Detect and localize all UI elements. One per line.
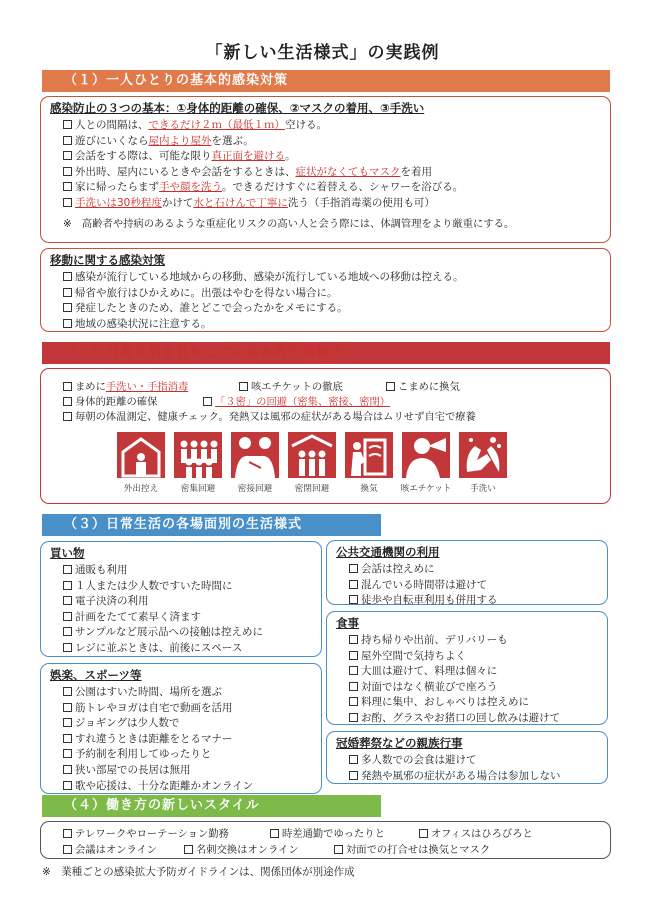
checkbox-icon (63, 319, 72, 328)
checkbox-icon (349, 564, 358, 573)
section-3-band: （３）日常生活の各場面別の生活様式 (42, 514, 381, 536)
leisure-box (40, 663, 322, 794)
section-4-band: （４）働き方の新しいスタイル (42, 795, 381, 817)
list-item: 会話をする際は、可能な限り真正面を避ける。 (41, 149, 610, 165)
list-item: 電子決済の利用 (41, 594, 321, 610)
checkbox-icon (349, 651, 358, 660)
ceremony-box (326, 731, 608, 784)
avoid-crowds-item: 密集回避 (172, 432, 224, 494)
list-item: 毎朝の体温測定、健康チェック。発熱又は風邪の症状がある場合はムリせず自宅で療養 (63, 408, 476, 423)
checkbox-icon (239, 382, 248, 391)
list-item: 対面ではなく横並びで座ろう (327, 680, 607, 696)
checkbox-icon (349, 755, 358, 764)
list-item: 発症したときのため、誰とどこで会ったかをメモにする。 (41, 301, 610, 317)
meals-heading: 食事 (336, 616, 359, 630)
list-item: 感染が流行している地域からの移動、感染が流行している地域への移動は控える。 (41, 270, 610, 286)
hand-washing-item: 手洗い (457, 432, 509, 494)
list-item: 「３密」の回避（密集、密接、密閉） (203, 393, 390, 408)
shopping-heading: 買い物 (50, 546, 85, 560)
shopping-box (40, 541, 322, 657)
avoid-close-contact-icon (231, 432, 279, 478)
checkbox-icon (63, 765, 72, 774)
list-item: 身体的距離の確保 (63, 393, 157, 408)
checkbox-icon (63, 687, 72, 696)
list-item: １人または少人数ですいた時間に (41, 579, 321, 595)
list-item: 徒歩や自転車利用も併用する (327, 593, 607, 609)
checkbox-icon (63, 182, 72, 191)
footnote: ※ 業種ごとの感染拡大予防ガイドラインは、関係団体が別途作成 (42, 866, 355, 878)
checkbox-icon (63, 303, 72, 312)
checkbox-icon (63, 718, 72, 727)
checkbox-icon (386, 382, 395, 391)
leisure-heading: 娯楽、スポーツ等 (50, 668, 142, 682)
checkbox-icon (63, 612, 72, 621)
list-item: 屋外空間で気持ちよく (327, 649, 607, 665)
checkbox-icon (63, 829, 72, 838)
checkbox-icon (63, 288, 72, 297)
high-risk-note: ※ 高齢者や持病のあるような重症化リスクの高い人と会う際には、体調管理をより厳重にする。 (63, 217, 515, 230)
list-item: すれ違うときは距離をとるマナー (41, 732, 321, 748)
list-item: 狭い部屋での長居は無用 (41, 763, 321, 779)
ventilation-icon (345, 432, 393, 478)
list-item: 計画をたてて素早く済ます (41, 610, 321, 626)
list-item: 多人数での会食は避けて (327, 753, 607, 769)
list-item: 対面での打合せは換気とマスク (334, 841, 490, 856)
checkbox-icon (63, 781, 72, 790)
work-style-box (40, 821, 611, 859)
checkbox-icon (419, 829, 428, 838)
list-item: 外出時、屋内にいるときや会話をするときは、症状がなくてもマスクを着用 (41, 165, 610, 181)
list-item: 通販も利用 (41, 563, 321, 579)
list-item: 予約制を利用してゆったりと (41, 747, 321, 763)
checkbox-icon (63, 151, 72, 160)
checkbox-icon (63, 272, 72, 281)
page-title: 「新しい生活様式」の実践例 (205, 43, 440, 63)
checkbox-icon (63, 596, 72, 605)
checkbox-icon (349, 771, 358, 780)
checkbox-icon (349, 682, 358, 691)
checkbox-icon (63, 167, 72, 176)
checkbox-icon (63, 643, 72, 652)
list-item: レジに並ぶときは、前後にスペース (41, 641, 321, 657)
list-item: 料理に集中、おしゃべりは控えめに (327, 695, 607, 711)
list-item: こまめに換気 (386, 378, 460, 393)
stay-home-item: 外出控え (115, 432, 167, 494)
list-item: 発熱や風邪の症状がある場合は参加しない (327, 769, 607, 785)
checkbox-icon (63, 136, 72, 145)
checkbox-icon (63, 703, 72, 712)
list-item: お酌、グラスやお猪口の回し飲みは避けて (327, 711, 607, 727)
checkbox-icon (349, 635, 358, 644)
checkbox-icon (349, 580, 358, 589)
list-item: 人との間隔は、できるだけ２ｍ（最低１ｍ）空ける。 (41, 118, 610, 134)
ceremony-heading: 冠婚葬祭などの親族行事 (336, 736, 463, 750)
list-item: オフィスはひろびろと (419, 825, 533, 840)
checkbox-icon (63, 581, 72, 590)
checkbox-icon (63, 397, 72, 406)
basic-measures-box (40, 96, 611, 243)
checkbox-icon (349, 713, 358, 722)
list-item: サンプルなど展示品への接触は控えめに (41, 625, 321, 641)
lifestyle-icons (115, 432, 515, 498)
avoid-close-contact-item: 密接回避 (229, 432, 281, 494)
movement-heading: 移動に関する感染対策 (50, 253, 165, 267)
list-item: テレワークやローテーション勤務 (63, 825, 229, 840)
checkbox-icon (349, 666, 358, 675)
list-item: まめに手洗い・手指消毒 (63, 378, 188, 393)
list-item: 遊びにいくなら屋内より屋外を選ぶ。 (41, 134, 610, 150)
list-item: 名刺交換はオンライン (184, 841, 299, 856)
checkbox-icon (184, 845, 193, 854)
list-item: 大皿は避けて、料理は個々に (327, 664, 607, 680)
checkbox-icon (63, 412, 72, 421)
checkbox-icon (63, 565, 72, 574)
transit-box (326, 540, 608, 605)
list-item: 混んでいる時間帯は避けて (327, 578, 607, 594)
checkbox-icon (63, 382, 72, 391)
list-item: 歌や応援は、十分な距離かオンライン (41, 779, 321, 795)
checkbox-icon (63, 734, 72, 743)
avoid-closed-space-icon (288, 432, 336, 478)
checkbox-icon (63, 120, 72, 129)
list-item: ジョギングは少人数で (41, 716, 321, 732)
list-item: 手洗いは30秒程度かけて水と石けんで丁寧に洗う（手指消毒薬の使用も可） (41, 196, 610, 212)
hand-washing-icon (459, 432, 507, 478)
list-item: 帰省や旅行はひかえめに。出張はやむを得ない場合に。 (41, 286, 610, 302)
avoid-closed-space-item: 密閉回避 (286, 432, 338, 494)
list-item: 持ち帰りや出前、デリバリーも (327, 633, 607, 649)
checkbox-icon (63, 749, 72, 758)
cough-etiquette-item: 咳エチケット (400, 432, 452, 494)
list-item: 時差通勤でゆったりと (270, 825, 385, 840)
checkbox-icon (63, 198, 72, 207)
meals-box (326, 611, 608, 725)
checkbox-icon (349, 595, 358, 604)
list-item: 家に帰ったらまず手や顔を洗う。できるだけすぐに着替える、シャワーを浴びる。 (41, 180, 610, 196)
checkbox-icon (63, 845, 72, 854)
section-1-band: （１）一人ひとりの基本的感染対策 (42, 70, 610, 92)
list-item: 会議はオンライン (63, 841, 157, 856)
checkbox-icon (63, 627, 72, 636)
movement-box (40, 248, 611, 332)
transit-heading: 公共交通機関の利用 (336, 545, 440, 559)
checkbox-icon (334, 845, 343, 854)
checkbox-icon (349, 697, 358, 706)
ventilation-item: 換気 (343, 432, 395, 494)
list-item: 筋トレやヨガは自宅で動画を活用 (41, 701, 321, 717)
list-item: 地域の感染状況に注意する。 (41, 317, 610, 333)
checkbox-icon (203, 397, 212, 406)
section-2-band: （２）日常生活を営む上での基本的生活様式 (42, 342, 610, 364)
list-item: 公園はすいた時間、場所を選ぶ (41, 685, 321, 701)
checkbox-icon (270, 829, 279, 838)
basic-measures-heading: 感染防止の３つの基本：①身体的距離の確保、②マスクの着用、③手洗い (50, 101, 425, 115)
cough-etiquette-icon (402, 432, 450, 478)
list-item: 会話は控えめに (327, 562, 607, 578)
list-item: 咳エチケットの徹底 (239, 378, 343, 393)
stay-home-icon (117, 432, 165, 478)
avoid-crowds-icon (174, 432, 222, 478)
